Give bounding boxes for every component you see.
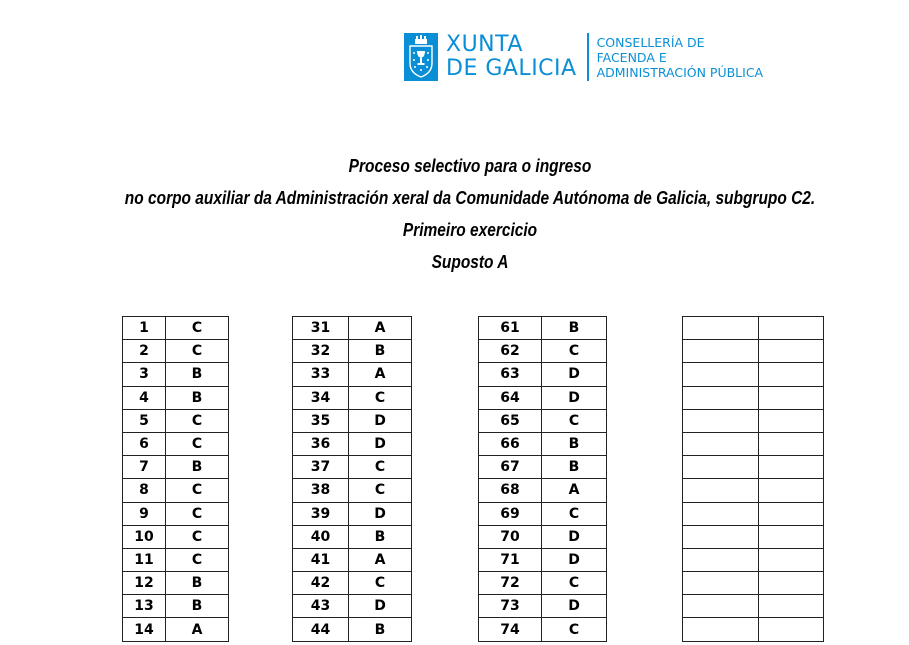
title-line-4: Suposto A [431, 252, 509, 272]
answer-table-2 [292, 316, 412, 642]
answer-letter [759, 432, 824, 455]
question-number: 74 [479, 618, 542, 641]
question-number: 61 [479, 317, 542, 340]
answer-letter: D [542, 386, 607, 409]
question-number: 43 [293, 595, 349, 618]
table-row [123, 409, 229, 432]
question-number [683, 548, 759, 571]
question-number: 1 [123, 317, 166, 340]
table-row [293, 595, 412, 618]
answer-letter [759, 456, 824, 479]
answer-letter: B [166, 363, 229, 386]
question-number: 66 [479, 432, 542, 455]
question-number: 34 [293, 386, 349, 409]
table-row [479, 572, 607, 595]
question-number: 7 [123, 456, 166, 479]
answer-table-4 [682, 316, 824, 642]
question-number: 64 [479, 386, 542, 409]
question-number: 69 [479, 502, 542, 525]
question-number: 42 [293, 572, 349, 595]
answer-letter: B [166, 572, 229, 595]
answer-letter: C [349, 456, 412, 479]
answer-letter: C [349, 572, 412, 595]
table-row [683, 525, 824, 548]
question-number: 68 [479, 479, 542, 502]
table-row [123, 386, 229, 409]
question-number [683, 572, 759, 595]
answer-letter: C [166, 409, 229, 432]
table-row [683, 456, 824, 479]
answer-letter: C [166, 432, 229, 455]
table-row [479, 618, 607, 641]
question-number: 40 [293, 525, 349, 548]
answer-letter: D [542, 363, 607, 386]
answer-letter: A [166, 618, 229, 641]
answer-letter: D [349, 409, 412, 432]
question-number: 12 [123, 572, 166, 595]
table-row [479, 456, 607, 479]
question-number: 41 [293, 548, 349, 571]
brand-name [446, 33, 577, 81]
table-row [123, 432, 229, 455]
table-row [293, 618, 412, 641]
answer-letter: C [542, 618, 607, 641]
answer-letter: C [166, 317, 229, 340]
table-row [123, 340, 229, 363]
question-number: 33 [293, 363, 349, 386]
galicia-coat-of-arms-icon [404, 33, 438, 81]
answer-letter: C [349, 479, 412, 502]
table-row [123, 479, 229, 502]
answer-letter: B [349, 340, 412, 363]
brand-line-1: XUNTA [446, 32, 523, 57]
answer-letter: A [349, 317, 412, 340]
answer-table-1 [122, 316, 229, 642]
table-row [123, 363, 229, 386]
table-row [479, 502, 607, 525]
table-row [293, 363, 412, 386]
question-number: 3 [123, 363, 166, 386]
table-row [479, 432, 607, 455]
table-row [123, 595, 229, 618]
answer-letter: D [542, 595, 607, 618]
answer-letter: C [542, 409, 607, 432]
table-row [683, 317, 824, 340]
answer-letter [759, 363, 824, 386]
answer-letter: B [166, 456, 229, 479]
answer-letter: C [166, 340, 229, 363]
question-number: 67 [479, 456, 542, 479]
question-number: 5 [123, 409, 166, 432]
table-row [293, 525, 412, 548]
answer-letter [759, 618, 824, 641]
answer-letter: C [166, 525, 229, 548]
table-row [479, 317, 607, 340]
table-row [123, 317, 229, 340]
xunta-logo [404, 31, 763, 83]
question-number: 44 [293, 618, 349, 641]
question-number: 39 [293, 502, 349, 525]
answer-letter: D [349, 432, 412, 455]
table-row [293, 572, 412, 595]
question-number [683, 386, 759, 409]
question-number: 9 [123, 502, 166, 525]
title-line-1: Proceso selectivo para o ingreso [348, 156, 592, 176]
question-number: 65 [479, 409, 542, 432]
answer-letter [759, 409, 824, 432]
answer-letter: B [166, 595, 229, 618]
question-number [683, 432, 759, 455]
table-row [683, 572, 824, 595]
table-row [683, 409, 824, 432]
dept-line-3: ADMINISTRACIÓN PÚBLICA [596, 64, 764, 80]
answer-letter [759, 502, 824, 525]
answer-letter: D [349, 502, 412, 525]
answer-letter [759, 572, 824, 595]
table-row [293, 479, 412, 502]
table-row [123, 525, 229, 548]
answer-letter [759, 386, 824, 409]
question-number [683, 479, 759, 502]
question-number: 73 [479, 595, 542, 618]
answer-letter: D [542, 525, 607, 548]
table-row [479, 409, 607, 432]
question-number [683, 340, 759, 363]
answer-letter: D [349, 595, 412, 618]
question-number [683, 363, 759, 386]
table-row [123, 548, 229, 571]
answer-letter: C [166, 502, 229, 525]
brand-line-2: DE GALICIA [446, 56, 577, 81]
table-row [123, 502, 229, 525]
question-number [683, 456, 759, 479]
table-row [479, 479, 607, 502]
question-number: 37 [293, 456, 349, 479]
answer-letter: B [349, 525, 412, 548]
question-number: 63 [479, 363, 542, 386]
answer-table-3 [478, 316, 607, 642]
question-number: 2 [123, 340, 166, 363]
question-number [683, 618, 759, 641]
table-row [683, 548, 824, 571]
table-row [293, 317, 412, 340]
table-row [683, 502, 824, 525]
answer-letter: B [542, 456, 607, 479]
question-number: 31 [293, 317, 349, 340]
dept-line-2: FACENDA E [596, 49, 667, 65]
question-number: 10 [123, 525, 166, 548]
answer-letter: C [542, 340, 607, 363]
answer-letter [759, 525, 824, 548]
table-row [479, 363, 607, 386]
answer-letter: D [542, 548, 607, 571]
title-line-3: Primeiro exercicio [402, 220, 538, 240]
question-number [683, 595, 759, 618]
question-number: 62 [479, 340, 542, 363]
logo-divider [587, 33, 589, 81]
answer-letter: A [542, 479, 607, 502]
table-row [293, 340, 412, 363]
question-number: 14 [123, 618, 166, 641]
question-number: 6 [123, 432, 166, 455]
question-number: 4 [123, 386, 166, 409]
answer-letter: B [349, 618, 412, 641]
table-row [293, 432, 412, 455]
table-row [123, 572, 229, 595]
table-row [683, 595, 824, 618]
table-row [293, 386, 412, 409]
question-number [683, 317, 759, 340]
answer-letter: A [349, 548, 412, 571]
question-number [683, 525, 759, 548]
answer-letter [759, 340, 824, 363]
table-row [293, 502, 412, 525]
title-line-2: no corpo auxiliar da Administración xeral da Comunidade Autónoma de Galicia, subgrupo C2. [124, 188, 816, 208]
answer-letter: C [166, 479, 229, 502]
question-number: 38 [293, 479, 349, 502]
table-row [479, 595, 607, 618]
answer-letter [759, 479, 824, 502]
table-row [683, 363, 824, 386]
table-row [293, 548, 412, 571]
answer-letter [759, 548, 824, 571]
table-row [683, 618, 824, 641]
answer-letter: B [166, 386, 229, 409]
question-number [683, 502, 759, 525]
answer-letter [759, 595, 824, 618]
department-name [597, 35, 764, 80]
answer-letter [759, 317, 824, 340]
question-number: 32 [293, 340, 349, 363]
table-row [683, 479, 824, 502]
question-number: 71 [479, 548, 542, 571]
answer-letter: C [542, 502, 607, 525]
question-number: 70 [479, 525, 542, 548]
question-number: 8 [123, 479, 166, 502]
answer-letter: C [349, 386, 412, 409]
answer-letter: B [542, 432, 607, 455]
document-title [66, 150, 874, 278]
answer-letter: C [542, 572, 607, 595]
answer-letter: B [542, 317, 607, 340]
question-number: 11 [123, 548, 166, 571]
dept-line-1: CONSELLERÍA DE [596, 34, 705, 50]
table-row [683, 340, 824, 363]
question-number [683, 409, 759, 432]
table-row [479, 525, 607, 548]
table-row [123, 456, 229, 479]
question-number: 35 [293, 409, 349, 432]
table-row [479, 386, 607, 409]
table-row [683, 386, 824, 409]
question-number: 13 [123, 595, 166, 618]
table-row [683, 432, 824, 455]
answer-letter: A [349, 363, 412, 386]
table-row [293, 409, 412, 432]
table-row [479, 340, 607, 363]
answer-letter: C [166, 548, 229, 571]
question-number: 36 [293, 432, 349, 455]
question-number: 72 [479, 572, 542, 595]
table-row [123, 618, 229, 641]
table-row [293, 456, 412, 479]
table-row [479, 548, 607, 571]
